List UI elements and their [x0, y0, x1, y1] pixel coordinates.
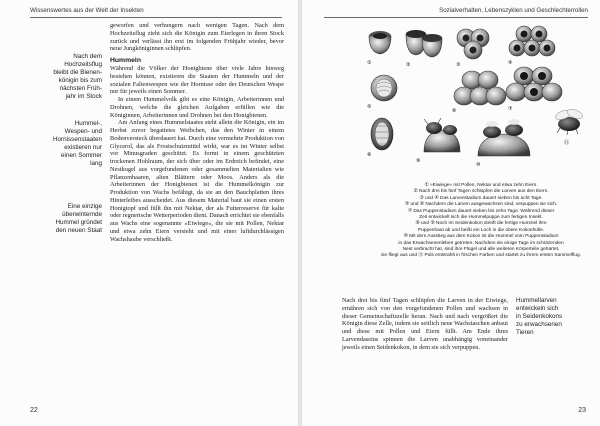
figure-caption: ① »Eiwiege« mit Pollen, Nektar und etwa zehn Eiern. ② Nach drei bis fünf Tagen schlüpfen die Larven aus den Eiern. ③ und ④ Das Larvenstadium dauert sieben bis acht Tage. ⑤ und ⑥ Nachdem die Larven ausgewachsen sind, verpuppen sie sich. ⑦ Das Puppenstadium dauert sieben bis zehn Tage. Während dieser Zeit entwickelt sich die Hummelpuppe zum fertigen Insekt. ⑧ und ⑨ Noch im Seidenkokon streift die fertige Hummel ihre Puppenhaut ab und beißt ein Loch in die obere Kokonhülle. ⑩ Mit dem Ausstieg aus dem Kokon ist die Hummel vom Puppenstadium in das Erwachsenenleben getreten. Nachdem sie einige Tage im schützenden Nest verbracht hat, sind ihre Flügel und alle weiteren Körperteile gehärtet, sie fliegt aus und ⑪ Puls entstrahlt in frischen Farben und startet zu ihrem ersten Sammelflug. — [381, 183, 581, 259]
stage-label-8: ⑧ — [367, 152, 372, 158]
paragraph-1: Während die Völker der Honigbiene über viele Jahre hinweg bestehen können, existieren die Staaten der Hummeln und der sozialen Faltenwespen wie der Hornisse oder der Deutschen Wespe nur für jeweils einen Sommer. — [110, 65, 284, 96]
left-page-number: 22 — [30, 407, 38, 414]
right-header-rule — [324, 17, 588, 18]
stage-3-larval-cluster — [457, 29, 489, 59]
stage-label-9: ⑨ — [416, 158, 421, 164]
paragraph-3: Am Anfang eines Hummelstaates steht allein die Königin, ein im Herbst zuvor begattetes Weibchen, das den Winter in einem Bodenversteck überdauert hat. Durch eine vermehrte Produktion von Glycerol, das als Frostschutzmittel wirkt, war es im Winter selbst vor Minusgraden geschützt. Es formt in einem geschützten trockenen Hohlraum, der sich über oder im Erdreich befindet, eine Nestkugel aus vorgefundenen oder gesammelten Materialien wie Pflanzenhaaren, alten Blättern oder Moos. Anders als die Arbeiterinnen der Honigbienen ist die Hummelkönigin zur Produktion von Wachs befähigt, da sie an den Bauchplatten ihres Hinterleibes ausscheidet. Aus diesem Material baut sie einen ersten Honigtopf und füllt ihn mit Nektar, der als Futterreserve für kalte oder regnerische Wetterperioden dient. Danach errichtet sie ebenfalls aus Wachs eine sogenannte »Eiwiege«, die sie mit Pollen, Nektar und etwa zehn Eiern versieht und mit einer luftdurchlässigen Wachshaube verschließt. — [110, 119, 284, 243]
stage-label-6: ⑥ — [452, 108, 457, 114]
paragraph-2: In einem Hummelvolk gibt es eine Königin, Arbeiterinnen und Drohnen, welche die gleichen Aufgaben erfüllen wie die Königinnen, Arbeiterinnen und Drohnen bei den Honigbienen. — [110, 96, 284, 119]
right-page — [302, 0, 600, 426]
stage-label-11: ⑪ — [564, 140, 570, 146]
stage-9-emerging-bees — [424, 118, 460, 152]
right-body-text — [342, 297, 508, 351]
margin-note-larvae: Hummellarven entwickeln sich in Seidenkokons zu erwachsenen Tieren — [516, 297, 563, 336]
stage-label-4: ④ — [508, 60, 513, 66]
right-page-number: 23 — [578, 407, 586, 414]
right-paragraph: Nach drei bis fünf Tagen schlüpfen die Larven in der Eiwiege, ernähren sich von den vorgefundenen Pollen und wachsen in dieser Gemeinschaftszelle heran. Nach und nach vergrößert die Königin diese Zelle, indem sie seitlich neue Wachstaschen anbaut und diese mit Pollen und Eiern füllt. Am Ende ihres Larvendaseins spinnen die Larven unabhängig voneinander jeweils einen Seidenkokon, in dem sie sich verpuppen. — [342, 297, 508, 351]
left-body-text — [110, 22, 284, 243]
stage-label-5: ⑤ — [367, 104, 372, 110]
stage-8-pupa-section — [371, 118, 393, 150]
right-running-head: Sozialverhalten, Lebenszyklen und Geschlechterrollen — [439, 7, 588, 14]
stage-label-1: ① — [367, 60, 372, 66]
intro-paragraph: geworfen und verhungern nach wenigen Tagen. Nach dem Hochzeitsflug zieht sich die Königin zum Eierlegen in ihren Stock zurück und verlässt ihn erst im folgenden Frühjahr wieder, bevor neue Jungköniginnen schlüpfen. — [110, 22, 284, 53]
left-page — [0, 0, 298, 426]
stage-label-10: ⑩ — [476, 162, 481, 168]
stage-label-2: ② — [406, 62, 411, 68]
stage-6-cocoons — [454, 71, 506, 105]
stage-10-bees-on-comb — [478, 119, 530, 156]
bumblebee-lifecycle-illustration — [364, 24, 588, 174]
stage-label-3: ③ — [456, 62, 461, 68]
left-running-head: Wissenswertes aus der Welt der Insekten — [30, 7, 144, 14]
stage-1-egg-cell — [369, 31, 391, 54]
section-heading: Hummeln — [110, 57, 141, 64]
margin-note-queen: Nach dem Hochzeitsflug bleibt die Bienen- königin bis zum nächsten Früh- jahr im Stock — [53, 53, 102, 100]
stage-2-larvae-cells — [406, 30, 442, 57]
stage-11-flying-bumblebee — [554, 108, 584, 135]
stage-7-pupae-cells — [506, 67, 562, 101]
margin-note-founding: Eine einzige überwinternde Hummel gründet den neuen Staat — [55, 203, 102, 234]
margin-note-states: Hummel-, Wespen- und Hornissenstaaten existieren nur einen Sommer lang — [52, 120, 102, 167]
stage-4-larval-cluster — [509, 26, 555, 56]
stage-label-7: ⑦ — [508, 106, 513, 112]
stage-5-mature-larva — [371, 75, 397, 101]
left-header-rule — [30, 17, 282, 18]
